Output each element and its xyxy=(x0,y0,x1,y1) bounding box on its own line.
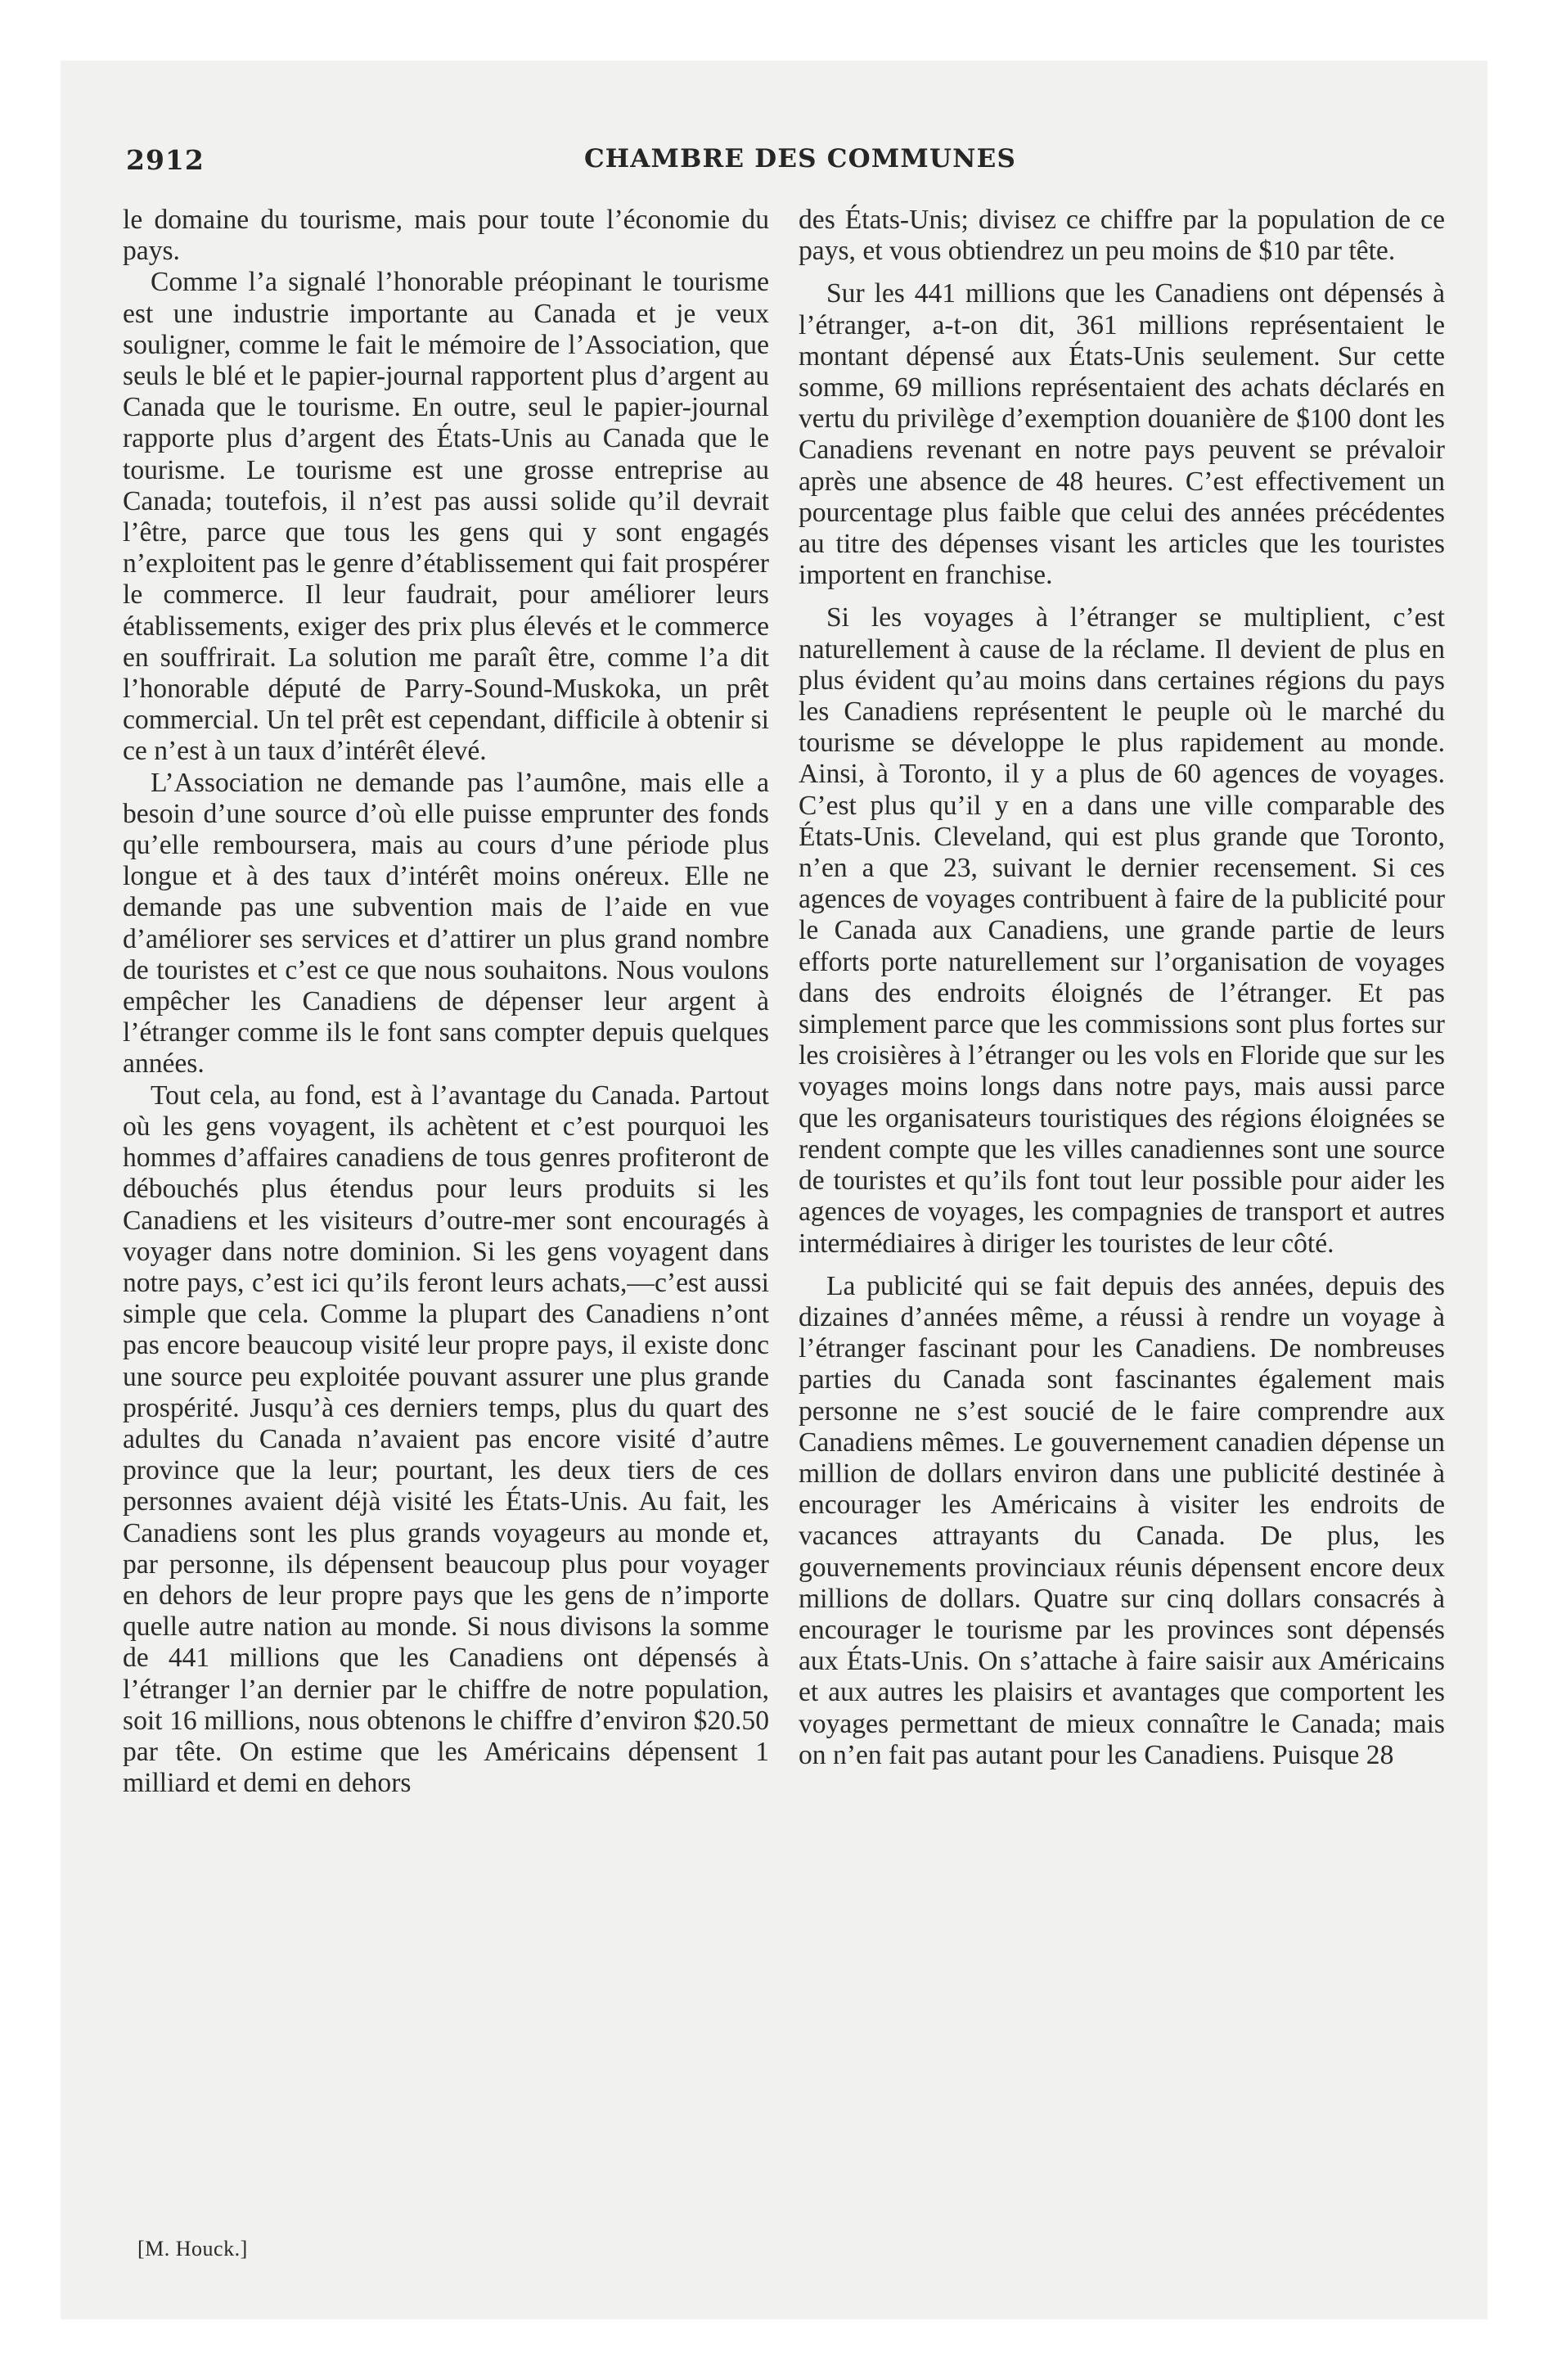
paragraph: L’Association ne demande pas l’aumône, mais elle a besoin d’une source d’où elle puisse emprunter des fonds qu’elle remboursera, mais au cours d’une période plus longue et à des taux d’intérêt moins onéreux. Elle ne demande pas une subvention mais de l’aide en vue d’améliorer ses services et d’attirer un plus grand nombre de touristes et c’est ce que nous souhaitons. Nous voulons empêcher les Canadiens de dépenser leur argent à l’étranger comme ils le font sans compter depuis quelques années. xyxy=(123,767,769,1080)
paragraph: La publicité qui se fait depuis des années, depuis des dizaines d’années même, a réussi à rendre un voyage à l’étranger fascinant pour les Canadiens. De nombreuses parties du Canada sont fascinantes également mais personne ne s’est soucié de le faire comprendre aux Canadiens mêmes. Le gouvernement canadien dépense un million de dollars environ dans une publicité destinée à encourager les Américains à visiter les endroits de vacances attrayants du Canada. De plus, les gouvernements provinciaux réunis dépensent encore deux millions de dollars. Quatre sur cinq dollars consacrés à encourager le tourisme par les provinces sont dépensés aux États-Unis. On s’attache à faire saisir aux Américains et aux autres les plaisirs et avantages que comportent les voyages permettant de mieux connaître le Canada; mais on n’en fait pas autant pour les Canadiens. Puisque 28 xyxy=(799,1270,1445,1770)
paragraph: Tout cela, au fond, est à l’avantage du Canada. Partout où les gens voyagent, ils achètent et c’est pourquoi les hommes d’affaires canadiens de tous genres profiteront de débouchés plus étendus pour leurs produits si les Canadiens et les visiteurs d’outre-mer sont encouragés à voyager dans notre dominion. Si les gens voyagent dans notre pays, c’est ici qu’ils feront leurs achats,—c’est aussi simple que cela. Comme la plupart des Canadiens n’ont pas encore beaucoup visité leur propre pays, il existe donc une source peu exploitée pouvant assurer une plus grande prospérité. Jusqu’à ces derniers temps, plus du quart des adultes du Canada n’avaient pas encore visité d’autre province que la leur; pourtant, les deux tiers de ces personnes avaient déjà visité les États-Unis. Au fait, les Canadiens sont les plus grands voyageurs au monde et, par personne, ils dépensent beaucoup plus pour voyager en dehors de leur propre pays que les gens de n’importe quelle autre nation au monde. Si nous divisons la somme de 441 millions que les Canadiens ont dépensés à l’étranger l’an dernier par le chiffre de notre population, soit 16 millions, nous obtenons le chiffre d’environ $20.50 par tête. On estime que les Américains dépensent 1 milliard et demi en dehors xyxy=(123,1080,769,1799)
paragraph: Comme l’a signalé l’honorable préopinant le tourisme est une industrie importante au Canada et je veux souligner, comme le fait le mémoire de l’Association, que seuls le blé et le papier-journal rapportent plus d’argent au Canada que le tourisme. En outre, seul le papier-journal rapporte plus d’argent des États-Unis au Canada que le tourisme. Le tourisme est une grosse entreprise au Canada; toutefois, il n’est pas aussi solide qu’il devrait l’être, parce que tous les gens qui y sont engagés n’exploitent pas le genre d’établissement qui fait prospérer le commerce. Il leur faudrait, pour améliorer leurs établissements, exiger des prix plus élevés et le commerce en souffrirait. La solution me paraît être, comme l’a dit l’honorable député de Parry-Sound-Muskoka, un prêt commercial. Un tel prêt est cependant, difficile à obtenir si ce n’est à un taux d’intérêt élevé. xyxy=(123,267,769,767)
paragraph: Si les voyages à l’étranger se multiplient, c’est naturellement à cause de la réclame. Il devient de plus en plus évident qu’au moins dans certaines régions du pays les Canadiens représentent le peuple où le marché du tourisme se développe le plus rapidement au monde. Ainsi, à Toronto, il y a plus de 60 agences de voyages. C’est plus qu’il y en a dans une ville comparable des États-Unis. Cleveland, qui est plus grande que Toronto, n’en a que 23, suivant le dernier recensement. Si ces agences de voyages contribuent à faire de la publicité pour le Canada aux Canadiens, une grande partie de leurs efforts porte naturellement sur l’organisation de voyages dans des endroits éloignés de l’étranger. Et pas simplement parce que les commissions sont plus fortes sur les croisières à l’étranger ou les vols en Floride que sur les voyages moins longs dans notre pays, mais aussi parce que les organisateurs touristiques des régions éloignées se rendent compte que les villes canadiennes sont une source de touristes et qu’ils font tout leur possible pour aider les agences de voyages, les compagnies de transport et autres intermédiaires à diriger les touristes de leur côté. xyxy=(799,602,1445,1259)
right-column xyxy=(799,205,1445,1771)
paragraph: le domaine du tourisme, mais pour toute l’économie du pays. xyxy=(123,205,769,267)
speaker-attribution: [M. Houck.] xyxy=(137,2237,248,2261)
paragraph: Sur les 441 millions que les Canadiens ont dépensés à l’étranger, a-t-on dit, 361 millions représentaient le montant dépensé aux États-Unis seulement. Sur cette somme, 69 millions représentaient des achats déclarés en vertu du privilège d’exemption douanière de $100 dont les Canadiens revenant en notre pays peuvent se prévaloir après une absence de 48 heures. C’est effectivement un pourcentage plus faible que celui des années précédentes au titre des dépenses visant les articles que les touristes importent en franchise. xyxy=(799,278,1445,591)
page-header xyxy=(126,144,1442,180)
page-number: 2912 xyxy=(126,144,205,176)
running-title: CHAMBRE DES COMMUNES xyxy=(583,144,1017,174)
left-column xyxy=(123,205,769,1799)
paragraph: des États-Unis; divisez ce chiffre par la population de ce pays, et vous obtiendrez un peu moins de $10 par tête. xyxy=(799,205,1445,267)
